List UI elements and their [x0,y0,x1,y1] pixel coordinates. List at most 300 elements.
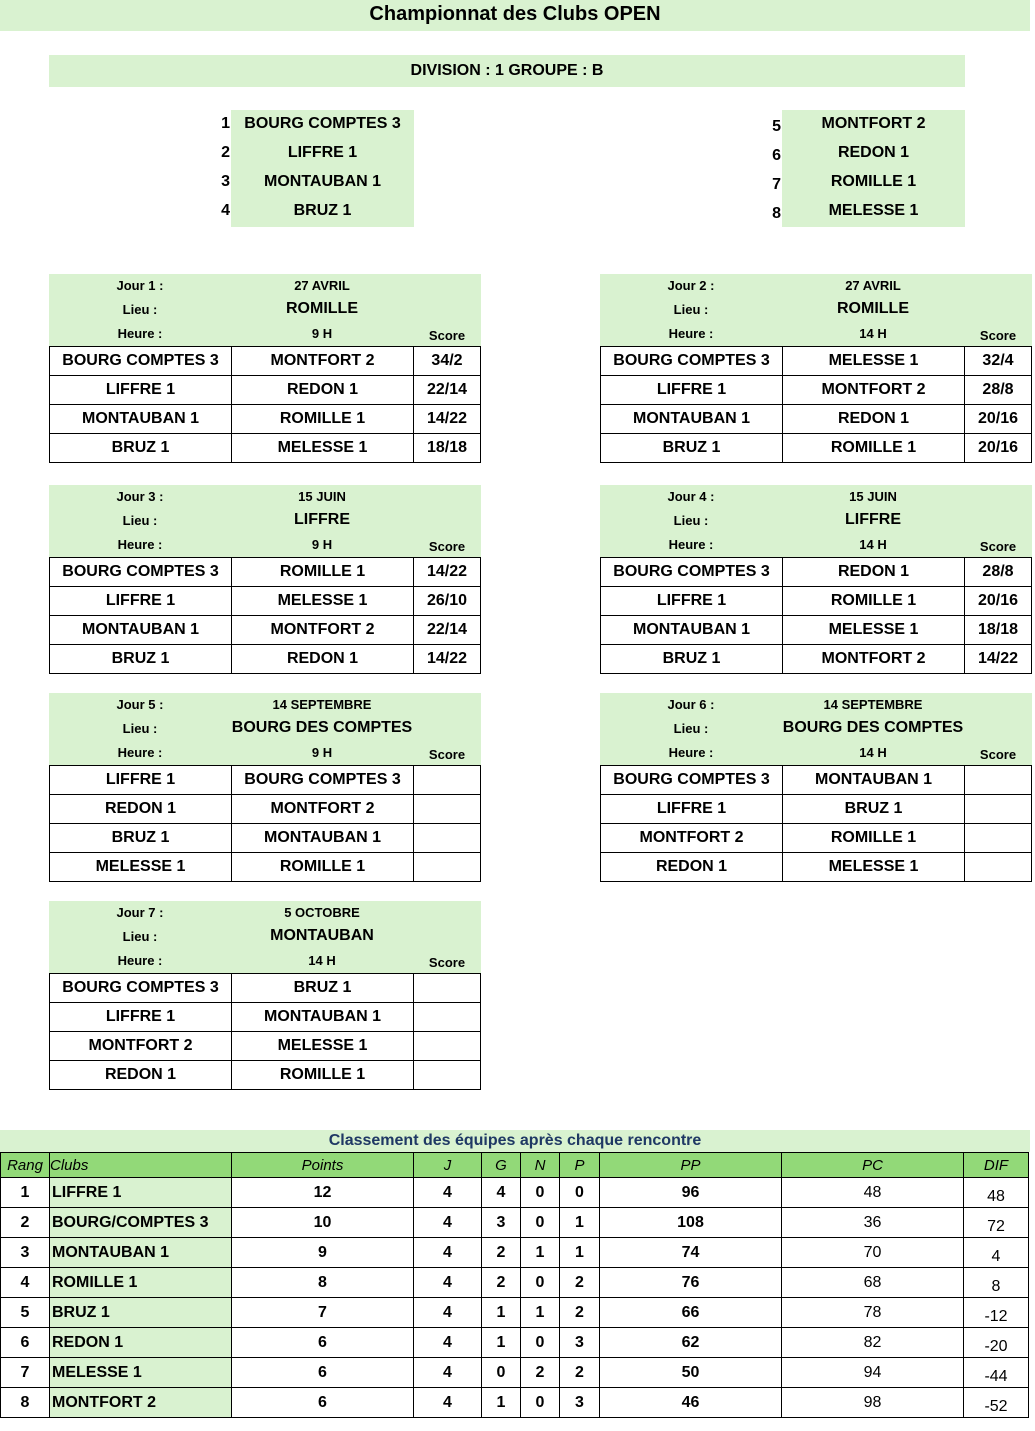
heure-label: Heure : [668,537,714,552]
away-team: BRUZ 1 [783,795,965,824]
away-team: ROMILLE 1 [783,824,965,853]
standing-points: 7 [232,1298,414,1328]
away-team: MONTFORT 2 [783,645,965,674]
match-score: 28/8 [965,558,1032,587]
standing-drawn: 0 [521,1328,560,1358]
match-row [50,645,481,674]
match-score: 22/14 [414,376,481,405]
team-number: 6 [772,147,781,164]
match-row [50,434,481,463]
away-team: BOURG COMPTES 3 [232,766,414,795]
day-location: BOURG DES COMPTES [231,719,413,736]
standing-won: 3 [482,1208,521,1238]
standing-won: 1 [482,1328,521,1358]
lieu-label: Lieu : [673,302,709,317]
standings-title: Classement des équipes après chaque rencontre [0,1130,1030,1152]
standing-club: MONTFORT 2 [50,1388,232,1418]
page-title: Championnat des Clubs OPEN [0,0,1030,31]
away-team: ROMILLE 1 [783,434,965,463]
match-row [601,558,1032,587]
home-team: BRUZ 1 [50,434,232,463]
match-row [601,645,1032,674]
standings-row [1,1328,1029,1358]
match-row [601,587,1032,616]
col-p: P [560,1153,600,1178]
standing-lost: 1 [560,1238,600,1268]
match-score: 14/22 [414,405,481,434]
match-row [50,1061,481,1090]
match-table [49,346,481,463]
standing-points: 12 [232,1178,414,1208]
home-team: LIFFRE 1 [50,587,232,616]
standing-drawn: 0 [521,1208,560,1238]
home-team: BOURG COMPTES 3 [50,974,232,1003]
standing-won: 4 [482,1178,521,1208]
heure-label: Heure : [668,745,714,760]
day-time: 9 H [311,326,333,341]
col-points: Points [232,1153,414,1178]
match-table [49,765,481,882]
score-label: Score [428,539,466,554]
col-clubs: Clubs [50,1153,232,1178]
home-team: MONTAUBAN 1 [50,616,232,645]
match-table [600,557,1032,674]
standing-rank: 4 [1,1268,50,1298]
standing-points-against: 36 [782,1208,964,1238]
division-group-label: DIVISION : 1 GROUPE : B [49,55,965,87]
home-team: LIFFRE 1 [601,795,783,824]
standing-won: 1 [482,1298,521,1328]
away-team: REDON 1 [232,376,414,405]
match-row [601,795,1032,824]
home-team: REDON 1 [601,853,783,882]
match-score: 20/16 [965,405,1032,434]
away-team: ROMILLE 1 [232,853,414,882]
match-row [50,795,481,824]
team-number: 3 [221,173,230,190]
home-team: MONTAUBAN 1 [50,405,232,434]
match-row [601,616,1032,645]
standing-played: 4 [414,1268,482,1298]
standing-drawn: 0 [521,1178,560,1208]
lieu-label: Lieu : [673,513,709,528]
team-number: 1 [221,115,230,132]
home-team: BRUZ 1 [50,645,232,674]
match-row [50,616,481,645]
col-j: J [414,1153,482,1178]
lieu-label: Lieu : [122,929,158,944]
match-day-header [49,901,481,973]
match-score: 22/14 [414,616,481,645]
match-score [965,824,1032,853]
standing-points-against: 94 [782,1358,964,1388]
lieu-label: Lieu : [122,513,158,528]
day-date: 15 JUIN [849,489,897,504]
home-team: REDON 1 [50,1061,232,1090]
team-name: LIFFRE 1 [287,144,358,161]
away-team: MONTAUBAN 1 [232,824,414,853]
match-score [414,824,481,853]
standing-points-for: 74 [600,1238,782,1268]
standing-points-against: 98 [782,1388,964,1418]
standing-points-against: 70 [782,1238,964,1268]
standing-won: 1 [482,1388,521,1418]
match-table [600,346,1032,463]
match-day-block [49,274,481,463]
home-team: MELESSE 1 [50,853,232,882]
score-label: Score [428,747,466,762]
match-row [50,405,481,434]
match-row [601,824,1032,853]
match-day-header [49,274,481,346]
standing-club: MONTAUBAN 1 [50,1238,232,1268]
standing-rank: 2 [1,1208,50,1238]
home-team: BOURG COMPTES 3 [601,558,783,587]
away-team: REDON 1 [232,645,414,674]
standing-played: 4 [414,1238,482,1268]
match-day-block [49,693,481,882]
match-row [50,1032,481,1061]
day-date: 15 JUIN [298,489,346,504]
day-location: LIFFRE [845,511,901,528]
standing-drawn: 1 [521,1298,560,1328]
home-team: BOURG COMPTES 3 [601,766,783,795]
standing-points-for: 46 [600,1388,782,1418]
col-g: G [482,1153,521,1178]
away-team: MONTFORT 2 [232,795,414,824]
team-name: MONTFORT 2 [821,115,926,132]
day-location: BOURG DES COMPTES [782,719,964,736]
team-name: BOURG COMPTES 3 [244,115,401,132]
home-team: MONTAUBAN 1 [601,405,783,434]
match-row [50,853,481,882]
day-time: 9 H [311,745,333,760]
standing-rank: 5 [1,1298,50,1328]
standing-lost: 2 [560,1298,600,1328]
match-score [414,795,481,824]
match-row [601,853,1032,882]
away-team: MELESSE 1 [232,587,414,616]
score-label: Score [979,539,1017,554]
day-label: Jour 4 : [667,489,715,504]
team-name: BRUZ 1 [293,202,352,219]
day-location: LIFFRE [294,511,350,528]
heure-label: Heure : [117,953,163,968]
day-label: Jour 1 : [116,278,164,293]
match-row [50,587,481,616]
day-date: 14 SEPTEMBRE [823,697,923,712]
away-team: ROMILLE 1 [232,558,414,587]
match-score [965,766,1032,795]
match-score: 34/2 [414,347,481,376]
standing-rank: 3 [1,1238,50,1268]
match-day-block [600,485,1032,674]
col-pp: PP [600,1153,782,1178]
match-row [601,766,1032,795]
team-number: 4 [221,202,230,219]
standing-lost: 3 [560,1328,600,1358]
home-team: LIFFRE 1 [50,376,232,405]
standings-row [1,1358,1029,1388]
standing-club: BRUZ 1 [50,1298,232,1328]
standing-drawn: 2 [521,1358,560,1388]
team-name: MONTAUBAN 1 [263,173,382,190]
match-day-header [600,274,1032,346]
standing-played: 4 [414,1388,482,1418]
standings-row [1,1178,1029,1208]
day-location: ROMILLE [837,300,909,317]
team-number: 8 [772,205,781,222]
home-team: BOURG COMPTES 3 [50,558,232,587]
standing-difference: -52 [964,1388,1029,1418]
standing-club: ROMILLE 1 [50,1268,232,1298]
day-date: 5 OCTOBRE [284,905,360,920]
day-location: MONTAUBAN [270,927,374,944]
away-team: REDON 1 [783,405,965,434]
day-date: 27 AVRIL [845,278,901,293]
standing-lost: 2 [560,1358,600,1388]
away-team: MELESSE 1 [783,853,965,882]
standing-lost: 3 [560,1388,600,1418]
day-time: 14 H [859,745,887,760]
match-score: 20/16 [965,587,1032,616]
home-team: LIFFRE 1 [601,376,783,405]
match-score: 14/22 [965,645,1032,674]
match-row [50,347,481,376]
standings-row [1,1298,1029,1328]
match-score: 20/16 [965,434,1032,463]
away-team: MONTFORT 2 [232,616,414,645]
standing-lost: 0 [560,1178,600,1208]
home-team: BOURG COMPTES 3 [601,347,783,376]
match-row [50,376,481,405]
match-score [965,795,1032,824]
match-row [601,347,1032,376]
away-team: MELESSE 1 [783,347,965,376]
match-score [414,766,481,795]
away-team: MONTAUBAN 1 [232,1003,414,1032]
match-score: 14/22 [414,558,481,587]
match-score [414,1003,481,1032]
team-number: 2 [221,144,230,161]
standing-difference: 8 [964,1268,1029,1298]
lieu-label: Lieu : [122,721,158,736]
away-team: ROMILLE 1 [232,1061,414,1090]
standing-difference: -44 [964,1358,1029,1388]
match-row [50,558,481,587]
standing-points-for: 108 [600,1208,782,1238]
away-team: BRUZ 1 [232,974,414,1003]
match-day-block [600,274,1032,463]
match-score [414,1032,481,1061]
away-team: REDON 1 [783,558,965,587]
col-rang: Rang [1,1153,50,1178]
standings-table [0,1152,1029,1418]
standing-club: BOURG/COMPTES 3 [50,1208,232,1238]
standing-lost: 1 [560,1208,600,1238]
score-label: Score [428,955,466,970]
standing-rank: 8 [1,1388,50,1418]
col-n: N [521,1153,560,1178]
match-row [50,974,481,1003]
home-team: LIFFRE 1 [601,587,783,616]
lieu-label: Lieu : [673,721,709,736]
away-team: MELESSE 1 [232,1032,414,1061]
home-team: BRUZ 1 [601,434,783,463]
home-team: MONTFORT 2 [601,824,783,853]
standing-club: LIFFRE 1 [50,1178,232,1208]
col-dif: DIF [964,1153,1029,1178]
match-day-header [600,485,1032,557]
standings-row [1,1238,1029,1268]
standing-drawn: 0 [521,1388,560,1418]
away-team: MONTFORT 2 [232,347,414,376]
standing-points-for: 76 [600,1268,782,1298]
standing-drawn: 1 [521,1238,560,1268]
standing-difference: -20 [964,1328,1029,1358]
standing-points-for: 96 [600,1178,782,1208]
match-day-header [49,485,481,557]
day-label: Jour 7 : [116,905,164,920]
standings-header-row [1,1153,1029,1178]
standing-won: 2 [482,1238,521,1268]
standing-points: 9 [232,1238,414,1268]
match-row [601,405,1032,434]
standing-difference: 4 [964,1238,1029,1268]
match-day-block [600,693,1032,882]
match-score [414,853,481,882]
team-number: 5 [772,118,781,135]
home-team: MONTFORT 2 [50,1032,232,1061]
away-team: MELESSE 1 [232,434,414,463]
match-row [601,434,1032,463]
match-score [965,853,1032,882]
standing-difference: 72 [964,1208,1029,1238]
standing-drawn: 0 [521,1268,560,1298]
score-label: Score [979,747,1017,762]
day-time: 14 H [859,537,887,552]
standing-points: 8 [232,1268,414,1298]
day-date: 27 AVRIL [294,278,350,293]
match-table [49,973,481,1090]
match-row [50,824,481,853]
standing-won: 2 [482,1268,521,1298]
match-score: 26/10 [414,587,481,616]
team-name: ROMILLE 1 [830,173,917,190]
match-score: 32/4 [965,347,1032,376]
lieu-label: Lieu : [122,302,158,317]
match-row [50,766,481,795]
standing-played: 4 [414,1328,482,1358]
standing-played: 4 [414,1178,482,1208]
day-time: 9 H [311,537,333,552]
match-score: 14/22 [414,645,481,674]
away-team: ROMILLE 1 [783,587,965,616]
match-score: 18/18 [414,434,481,463]
standing-difference: -12 [964,1298,1029,1328]
standing-points: 6 [232,1388,414,1418]
standings-row [1,1268,1029,1298]
match-table [49,557,481,674]
standing-played: 4 [414,1208,482,1238]
home-team: BRUZ 1 [601,645,783,674]
match-day-header [49,693,481,765]
standing-points-for: 50 [600,1358,782,1388]
match-score [414,974,481,1003]
home-team: BRUZ 1 [50,824,232,853]
standings-row [1,1388,1029,1418]
home-team: REDON 1 [50,795,232,824]
away-team: ROMILLE 1 [232,405,414,434]
standing-difference: 48 [964,1178,1029,1208]
col-pc: PC [782,1153,964,1178]
day-location: ROMILLE [286,300,358,317]
standing-club: REDON 1 [50,1328,232,1358]
match-score: 28/8 [965,376,1032,405]
score-label: Score [979,328,1017,343]
standing-points: 6 [232,1328,414,1358]
team-number: 7 [772,176,781,193]
standing-played: 4 [414,1358,482,1388]
standing-rank: 6 [1,1328,50,1358]
match-table [600,765,1032,882]
score-label: Score [428,328,466,343]
day-date: 14 SEPTEMBRE [272,697,372,712]
standing-points-against: 82 [782,1328,964,1358]
team-name: REDON 1 [837,144,910,161]
heure-label: Heure : [117,326,163,341]
standing-played: 4 [414,1298,482,1328]
standing-points-against: 78 [782,1298,964,1328]
home-team: BOURG COMPTES 3 [50,347,232,376]
match-day-block [49,901,481,1090]
away-team: MONTAUBAN 1 [783,766,965,795]
standing-points-against: 68 [782,1268,964,1298]
match-score: 18/18 [965,616,1032,645]
day-label: Jour 2 : [667,278,715,293]
home-team: MONTAUBAN 1 [601,616,783,645]
standing-points: 6 [232,1358,414,1388]
team-name: MELESSE 1 [828,202,919,219]
standing-points-for: 66 [600,1298,782,1328]
day-label: Jour 6 : [667,697,715,712]
standing-lost: 2 [560,1268,600,1298]
match-day-header [600,693,1032,765]
match-day-block [49,485,481,674]
home-team: LIFFRE 1 [50,766,232,795]
day-label: Jour 3 : [116,489,164,504]
standings-row [1,1208,1029,1238]
match-row [50,1003,481,1032]
standing-won: 0 [482,1358,521,1388]
match-score [414,1061,481,1090]
standing-points: 10 [232,1208,414,1238]
away-team: MELESSE 1 [783,616,965,645]
heure-label: Heure : [668,326,714,341]
standing-club: MELESSE 1 [50,1358,232,1388]
day-label: Jour 5 : [116,697,164,712]
standing-points-for: 62 [600,1328,782,1358]
day-time: 14 H [859,326,887,341]
heure-label: Heure : [117,745,163,760]
standing-rank: 1 [1,1178,50,1208]
standing-points-against: 48 [782,1178,964,1208]
home-team: LIFFRE 1 [50,1003,232,1032]
standing-rank: 7 [1,1358,50,1388]
match-row [601,376,1032,405]
away-team: MONTFORT 2 [783,376,965,405]
heure-label: Heure : [117,537,163,552]
